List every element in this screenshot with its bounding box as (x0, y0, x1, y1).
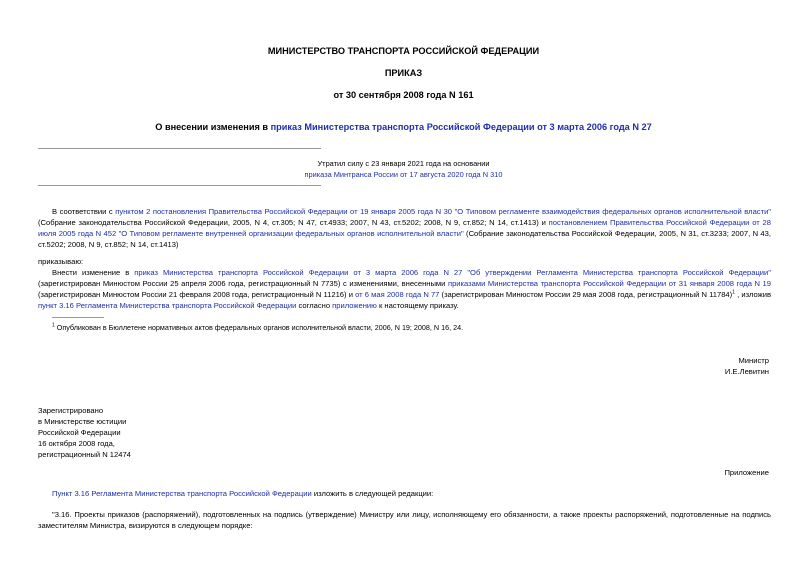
signature-position: Министр (738, 356, 769, 365)
doc-date-number: от 30 сентября 2008 года N 161 (333, 90, 474, 100)
registration-line: Зарегистрировано (38, 406, 104, 415)
order-text-6: согласно (296, 301, 333, 310)
registration-line: регистрационный N 12474 (38, 450, 131, 459)
status-note-line1: Утратил силу с 23 января 2021 года на основании (317, 159, 490, 168)
order-text-2: (зарегистрирован Минюстом России 25 апреля 2006 года, регистрационный N 7735) с изменениями, внесенными (38, 279, 448, 288)
registration-block (38, 405, 131, 460)
preamble-paragraph (38, 206, 771, 250)
preamble-link-postanovlenie-452[interactable]: постановлением Правительства Российской Федерации от 28 июля 2005 года N 452 "О Типовом регламенте внутренней организации федеральных органов исполнительной власти" (38, 218, 772, 238)
divider-bottom (38, 185, 321, 186)
order-link-prikaz-19[interactable]: приказами Министерства транспорта Российской Федерации от 31 января 2008 года N 19 (447, 279, 771, 288)
appendix-intro-link[interactable]: Пункт 3.16 Регламента Министерства транспорта Российской Федерации (52, 489, 312, 498)
subject-link[interactable]: приказ Министерства транспорта Российской Федерации от 3 марта 2006 года N 27 (270, 122, 652, 132)
order-link-prilozhenie[interactable]: приложению (332, 301, 377, 310)
preamble-text-1: В соответствии с (52, 207, 116, 216)
ministry-heading: МИНИСТЕРСТВО ТРАНСПОРТА РОССИЙСКОЙ ФЕДЕРАЦИИ (267, 46, 540, 56)
order-link-punkt-3-16[interactable]: пункт 3.16 Регламента Министерства транспорта Российской Федерации (38, 301, 297, 310)
order-link-prikaz-27[interactable]: приказ Министерства транспорта Российской Федерации от 3 марта 2006 года N 27 "Об утверждении Регламента Министерства транспорта Российской Федерации" (134, 268, 771, 277)
order-text-3: (зарегистрирован Минюстом России 21 февраля 2008 года, регистрационный N 11216) и (38, 290, 356, 299)
prikazyvayu-label: приказываю: (38, 257, 84, 266)
doc-type-heading: ПРИКАЗ (384, 68, 423, 78)
divider-top (38, 148, 321, 149)
appendix-intro-text: изложить в следующей редакции: (311, 489, 434, 498)
footnote-ref[interactable]: 1 (732, 289, 735, 296)
registration-line: в Министерстве юстиции (38, 417, 127, 426)
appendix-quote: "3.16. Проекты приказов (распоряжений), подготовленных на подпись (утверждение) Министру или лицу, исполняющему его обязанности, а также проекты распоряжений, подготовленные на подпись заместителям Министра, визируются в следующем порядке: (38, 510, 771, 530)
registration-line: 16 октября 2008 года, (38, 439, 115, 448)
signature-name: И.Е.Левитин (724, 367, 769, 376)
order-text-4: (зарегистрирован Минюстом России 29 мая 2008 года, регистрационный N 11784) (439, 290, 733, 299)
order-paragraph (38, 267, 771, 311)
preamble-text-2: (Собрание законодательства Российской Федерации, 2005, N 4, ст.305; N 47, ст.4933; 2007, N 43, ст.5202; 2008, N 9, ст.852; N 14, ст.1413) и (38, 218, 549, 227)
doc-subject (0, 122, 807, 133)
order-text-1: Внести изменение в (52, 268, 135, 277)
appendix-label: Приложение (724, 468, 769, 477)
subject-prefix: О внесении изменения в (155, 122, 271, 132)
order-text-5: , изложив (734, 290, 771, 299)
footnote-text: Опубликован в Бюллетене нормативных актов федеральных органов исполнительной власти, 2006, N 19; 2008, N 16, 24. (54, 323, 464, 332)
status-note-link[interactable]: приказа Минтранса России от 17 августа 2020 года N 310 (304, 170, 503, 179)
registration-line: Российской Федерации (38, 428, 121, 437)
footnote (52, 322, 463, 333)
preamble-text-3: (Собрание законодательства Российской Федерации, 2005, N 31, ст.3233; 2007, N 43, ст.5202; 2008, N 9, ст.852; N 14, ст.1413) (38, 229, 771, 249)
status-note-line2 (0, 169, 807, 180)
footnote-divider (52, 317, 104, 318)
footnote-mark: 1 (52, 322, 55, 329)
appendix-intro (52, 488, 433, 499)
order-text-7: к настоящему приказу. (376, 301, 459, 310)
order-link-prikaz-77[interactable]: от 6 мая 2008 года N 77 (355, 290, 440, 299)
preamble-link-postanovlenie-30[interactable]: пунктом 2 постановления Правительства Российской Федерации от 19 января 2005 года N 30 "О Типовом регламенте взаимодействия федеральных органов исполнительной власти" (115, 207, 772, 216)
